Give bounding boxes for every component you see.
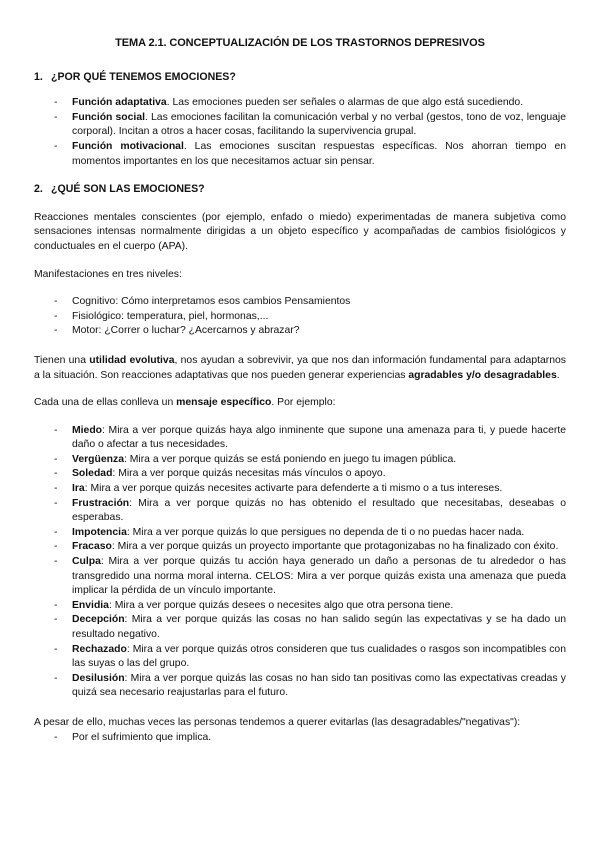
item-text: : Mira a ver porque quizás se está poniendo en juego tu imagen pública. [123,453,457,465]
item-term: Fracaso [72,541,112,553]
item-text: . Las emociones facilitan la comunicación verbal y no verbal (gestos, tono de voz, lenguaje corporal). Incitan a otros a hacer cosas, facilitando la supervivencia grupal. [72,111,566,138]
text-run: . Por ejemplo: [271,397,336,409]
list-item: - Por el sufrimiento que implica. [34,731,566,746]
item-text: . Las emociones suscitan respuestas específicas. Nos ahorran tiempo en momentos importantes en los que necesitamos actuar sin pensar. [72,140,566,167]
item-term: Impotencia [72,526,127,538]
item-text: : Mira a ver porque quizás haya algo inminente que supone una amenaza para ti, y puede hacerte daño o afectar a tus necesidades. [72,424,566,451]
item-term: Desilusión [72,672,125,684]
levels-intro: Manifestaciones en tres niveles: [34,268,182,280]
item-term: Función adaptativa [72,97,167,109]
list-item [34,96,566,111]
list-item [34,111,566,140]
item-text: : Mira a ver porque quizás un proyecto importante que protagonizabas no ha finalizado con éxito. [111,541,559,553]
item-text: : Mira a ver porque quizás otros consideren que tus cualidades o rasgos son incompatibles con las suyas o las del grupo. [72,643,566,670]
text-run: Tienen una [34,354,90,366]
list-item [34,555,566,599]
list-item: - Fisiológico: temperatura, piel, hormonas,... [34,310,566,325]
item-term: Vergüenza [72,453,124,465]
item-text: . Las emociones pueden ser señales o alarmas de que algo está sucediendo. [166,97,524,109]
item-term: Función motivacional [72,140,184,152]
utility-paragraph [34,354,566,383]
list-item: - Cognitivo: Cómo interpretamos esos cambios Pensamientos [34,295,566,310]
item-text: : Mira a ver porque quizás las cosas no han salido según las expectativas y se ha dado un resultado negativo. [72,614,566,640]
item-term: Soledad [72,468,113,480]
item-term: Envidia [72,599,109,611]
item-text: : Mira a ver porque quizás desees o necesites algo que otra persona tiene. [108,599,454,611]
item-text: : Mira a ver porque quizás tu acción haya generado un daño a personas de tu alrededor o has transgredido una norma moral interna. CELOS: Mira a ver porque quizás exista una amenaza que pueda implicar la pérdida de un vínculo importante. [72,556,566,597]
item-text: : Mira a ver porque quizás lo que persigues no dependa de ti o no puedas hacer nada. [126,526,525,538]
item-term: Culpa [72,556,101,568]
list-item [34,482,566,497]
list-item [34,497,566,526]
emphasis: utilidad evolutiva [89,354,175,366]
levels-list [34,295,566,339]
definition-paragraph: Reacciones mentales conscientes (por ejemplo, enfado o miedo) experimentadas de manera subjetiva como sensaciones intensas normalmente dirigidas a un objeto específico y acompañadas de cambios fisiológicos y conductuales en el cuerpo (APA). [34,211,566,252]
list-item [34,467,566,482]
item-term: Decepción [72,614,125,626]
list-item [34,424,566,453]
list-item [34,613,566,642]
list-item: - Motor: ¿Correr o luchar? ¿Acercarnos y abrazar? [34,324,566,339]
text-run: , nos ayudan a sobrevivir, ya que nos dan información fundamental para adaptarnos a la situación. Son reacciones adaptativas que nos pueden generar experiencias [34,354,566,381]
emotions-list [34,424,566,701]
document-title: TEMA 2.1. CONCEPTUALIZACIÓN DE LOS TRASTORNOS DEPRESIVOS [115,37,485,49]
section-1-number: 1. [34,70,43,83]
avoid-intro: A pesar de ello, muchas veces las personas tendemos a querer evitarlas (las desagradables/"negativas"): [34,716,521,728]
section-1-title: ¿POR QUÉ TENEMOS EMOCIONES? [51,70,236,83]
item-term: Miedo [72,424,103,436]
section-1-heading [34,70,566,85]
emphasis: agradables y/o desagradables [408,369,557,381]
item-text: : Mira a ver porque quizás necesites activarte para defenderte a ti mismo o a tus intereses. [84,483,503,495]
item-term: Frustración [72,497,130,509]
list-item [34,140,566,169]
list-item [34,526,566,541]
item-term: Rechazado [72,643,127,655]
emphasis: mensaje específico [176,397,272,409]
section-2-title: ¿QUÉ SON LAS EMOCIONES? [51,183,205,196]
functions-list [34,96,566,169]
section-2-number: 2. [34,183,43,196]
list-item [34,672,566,701]
text-run: Cada una de ellas conlleva un [34,397,177,409]
item-text: : Mira a ver porque quizás no has obtenido el resultado que necesitabas, deseabas o esperabas. [72,497,566,524]
list-item [34,540,566,555]
text-run: . [556,369,560,381]
list-item [34,453,566,468]
avoid-list [34,731,566,746]
item-text: : Mira a ver porque quizás las cosas no han sido tan positivas como las expectativas creadas y quizá sea necesario reajustarlas para el futuro. [72,672,566,699]
section-2-heading [34,182,566,197]
item-term: Ira [72,483,85,495]
item-text: : Mira a ver porque quizás necesitas más vínculos o apoyo. [112,468,386,480]
list-item [34,599,566,614]
item-term: Función social [72,111,145,123]
message-paragraph [34,396,566,411]
list-item [34,643,566,672]
